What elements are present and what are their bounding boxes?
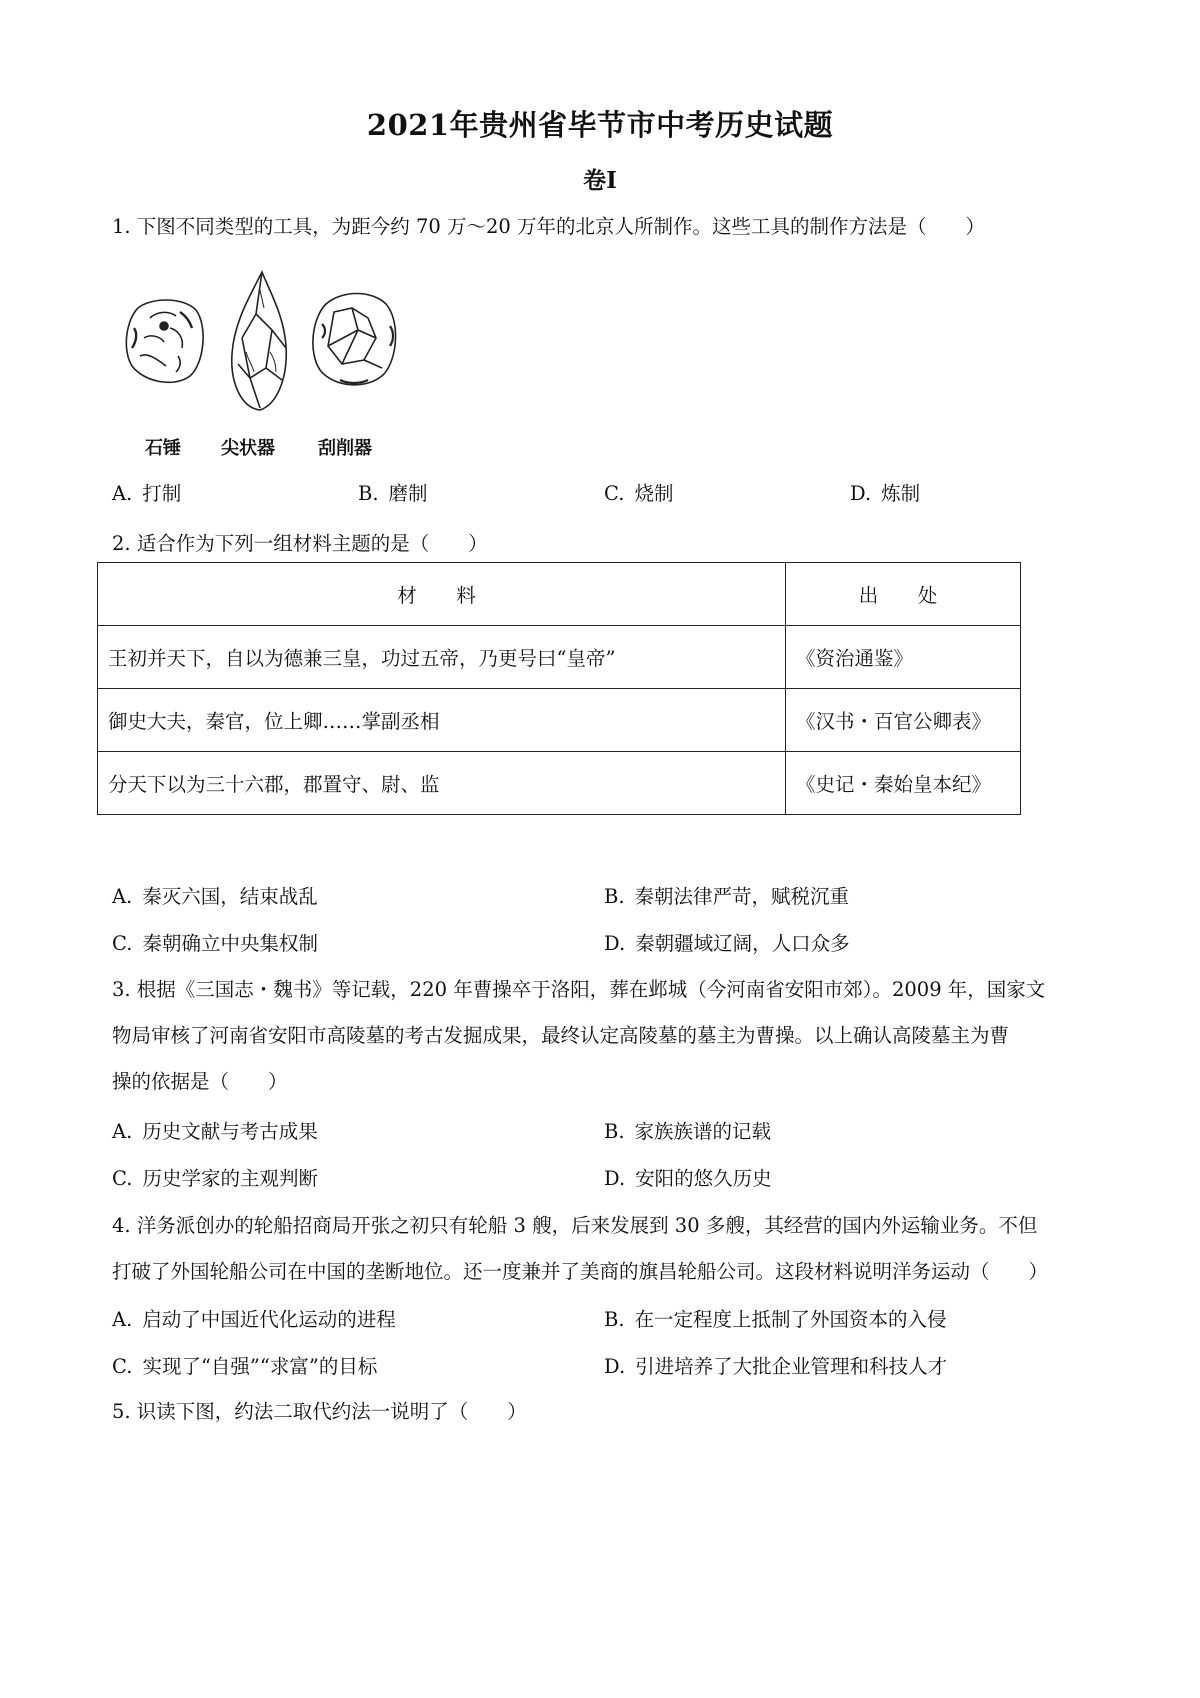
- table-cell-source: 《史记・秦始皇本纪》: [786, 752, 1021, 815]
- q4-option-c: [112, 1355, 377, 1379]
- option-letter: A.: [112, 1120, 133, 1143]
- option-letter: B.: [358, 482, 379, 505]
- pointed-tool-drawing: [232, 272, 286, 410]
- q2-option-d: [604, 932, 850, 956]
- table-row: [98, 626, 1021, 689]
- table-cell-material: 分天下以为三十六郡，郡置守、尉、监: [98, 752, 786, 815]
- option-text: 实现了“自强”“求富”的目标: [142, 1355, 378, 1378]
- option-letter: B.: [604, 885, 625, 908]
- option-letter: C.: [112, 1167, 133, 1190]
- q2-option-a: [112, 885, 318, 909]
- option-letter: D.: [604, 1167, 626, 1190]
- option-text: 秦灭六国，结束战乱: [142, 885, 318, 908]
- option-text: 炼制: [881, 482, 921, 505]
- option-text: 磨制: [388, 482, 428, 505]
- q2-option-c: [112, 932, 318, 956]
- q4-option-b: [604, 1308, 947, 1332]
- table-row: [98, 752, 1021, 815]
- option-letter: B.: [604, 1308, 625, 1331]
- q1-option-c: [604, 482, 673, 506]
- question-1-stem: 1. 下图不同类型的工具，为距今约 70 万～20 万年的北京人所制作。这些工具的制作方法是（ ）: [112, 215, 986, 238]
- option-text: 秦朝法律严苛，赋税沉重: [634, 885, 850, 908]
- question-3-line-2: 物局审核了河南省安阳市高陵墓的考古发掘成果，最终认定高陵墓的墓主为曹操。以上确认高陵墓主为曹: [112, 1024, 1010, 1047]
- figure-label-scraper: 刮削器: [318, 438, 372, 459]
- option-letter: C.: [112, 1355, 133, 1378]
- table-cell-source: 《资治通鉴》: [786, 626, 1021, 689]
- table-header-material: 材 料: [98, 563, 786, 626]
- section-heading: 卷Ⅰ: [583, 167, 617, 194]
- page-title: 2021年贵州省毕节市中考历史试题: [366, 108, 834, 142]
- stone-hammer-drawing: [126, 300, 203, 382]
- question-4-line-1: 4. 洋务派创办的轮船招商局开张之初只有轮船 3 艘，后来发展到 30 多艘，其经营的国内外运输业务。不但: [112, 1214, 1038, 1237]
- stone-tools-figure: [120, 268, 420, 448]
- option-letter: A.: [112, 482, 133, 505]
- option-letter: A.: [112, 885, 133, 908]
- option-text: 在一定程度上抵制了外国资本的入侵: [634, 1308, 947, 1331]
- option-letter: B.: [604, 1120, 625, 1143]
- q1-option-a: [112, 482, 181, 506]
- option-text: 启动了中国近代化运动的进程: [142, 1308, 396, 1331]
- question-4-line-2: 打破了外国轮船公司在中国的垄断地位。还一度兼并了美商的旗昌轮船公司。这段材料说明洋务运动（ ）: [112, 1260, 1049, 1283]
- option-letter: D.: [604, 932, 626, 955]
- q3-option-a: [112, 1120, 318, 1144]
- scraper-drawing: [313, 294, 396, 385]
- question-3-line-1: 3. 根据《三国志・魏书》等记载，220 年曹操卒于洛阳，葬在邺城（今河南省安阳市郊）。2009 年，国家文: [112, 978, 1046, 1001]
- option-text: 打制: [142, 482, 182, 505]
- option-letter: C.: [604, 482, 625, 505]
- question-2-stem: 2. 适合作为下列一组材料主题的是（ ）: [112, 532, 488, 555]
- option-text: 秦朝疆域辽阔，人口众多: [635, 932, 850, 955]
- option-letter: D.: [604, 1355, 626, 1378]
- option-text: 秦朝确立中央集权制: [142, 932, 318, 955]
- option-text: 安阳的悠久历史: [635, 1167, 772, 1190]
- question-5-stem: 5. 识读下图，约法二取代约法一说明了（ ）: [112, 1400, 527, 1423]
- table-cell-material: 御史大夫，秦官，位上卿……掌副丞相: [98, 689, 786, 752]
- option-text: 家族族谱的记载: [634, 1120, 772, 1143]
- option-letter: A.: [112, 1308, 133, 1331]
- figure-label-pointed-tool: 尖状器: [221, 438, 275, 459]
- option-letter: C.: [112, 932, 133, 955]
- q4-option-d: [604, 1355, 947, 1379]
- q3-option-c: [112, 1167, 318, 1191]
- source-table: [97, 562, 1021, 815]
- figure-label-stone-hammer: 石锤: [145, 438, 181, 459]
- table-row: [98, 689, 1021, 752]
- question-3-line-3: 操的依据是（ ）: [112, 1070, 288, 1093]
- table-cell-source: 《汉书・百官公卿表》: [786, 689, 1021, 752]
- q1-option-b: [358, 482, 428, 506]
- q3-option-b: [604, 1120, 771, 1144]
- option-letter: D.: [850, 482, 872, 505]
- option-text: 引进培养了大批企业管理和科技人才: [635, 1355, 948, 1378]
- option-text: 烧制: [634, 482, 674, 505]
- q3-option-d: [604, 1167, 772, 1191]
- q1-option-d: [850, 482, 920, 506]
- option-text: 历史学家的主观判断: [142, 1167, 318, 1190]
- table-header-row: [98, 563, 1021, 626]
- option-text: 历史文献与考古成果: [142, 1120, 318, 1143]
- table-header-source: 出 处: [786, 563, 1021, 626]
- q2-option-b: [604, 885, 849, 909]
- q4-option-a: [112, 1308, 396, 1332]
- table-cell-material: 王初并天下，自以为德兼三皇，功过五帝，乃更号曰“皇帝”: [98, 626, 786, 689]
